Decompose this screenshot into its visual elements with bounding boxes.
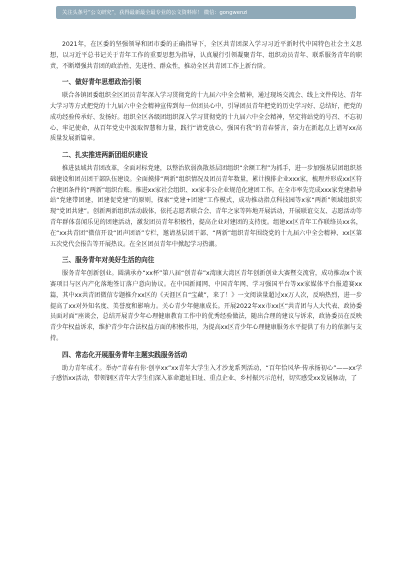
section-heading: 一、做好青年思想政治引领 [62,78,142,87]
section-paragraph: 服务青年创新创业。圆满承办“xx杯”第八届“创青春”x湾康大湾区青年创新创业大赛暨交流营，成功推动x个该赛项目与区内产化落地签订落户意向协议。在中国新闻网、中国青年网、学习强国平台等xx家媒体平台报道赛xx篇，其中xx共青团微信专题推介xx区的《天涯区自“宝藏”，来了！》一文阅读量超过xx万人次，反响热烈，进一步提高了xx对外知名度、美誉度和影响力。关心青少年健康成长。开展2022年xx市xx区“共青团与人大代表、政协委员面对面”座谈会，总结开展青少年心理健康教育工作中的优秀经验做法，随出合理的建议与诉求，政协委员在反映青少年权益诉求，维护青少年合法权益方面的积极作用，为提高xx区青少年心理健康服务水平提供了有力的依据与支持。 [50,270,362,342]
section-4 [50,350,362,385]
section-2 [50,150,362,250]
section-1 [50,77,362,145]
section-heading: 三、服务青年对美好生活的向往 [62,256,155,265]
header-banner [56,6,356,19]
section-heading: 二、扎实推进两新团组织建设 [62,151,148,160]
section-paragraph: 助力青年成才。举办“青春有你·创享xx”xx青年大学生入才沙龙系列活动，“百年恰风华·传承扬初心”——xx学子感悟xx活动，带领钢区青年大学生们深入革命遗址旧址、重点企业、乡村振兴示范村，切实感受xx发展脉动，了 [50,364,362,383]
section-heading: 四、常态化开展服务青年主题实践服务活动 [62,350,188,359]
intro-paragraph: 2021年，在区委的坚强领导和团市委的正确指导下，全区共青团深入学习习近平新时代中国特色社会主义思想，以习近平总书记关于青年工作的重要思想为指导，认真履行引领凝聚青年、组织动员青年、联系服务青年的职责，不断增强共青团的政治性、先进性、群众性，推动全区共青团工作上新台阶。 [50,41,362,70]
document-body [50,40,362,385]
section-3 [50,255,362,344]
banner-text: 关注头条号“公文研究”，获得最新最全最专业的公文资料库！ 微信：gongwenzi [62,10,248,16]
section-paragraph: 联合各镇团委组织全区团员青年深入学习贯彻党的十九届六中全会精神，通过现场交流会、线上文件传达、青年大学习等方式把党的十九届六中全会精神宣传到每一位团员心中，引导团员青年把党的历史学习好、总结好，把党的成功经验传承好、发扬好。组织全区各级团组织深入学习贯彻党的十九届六中全会精神，坚定将站党的号召、不忘初心、牢记使命，从百年党史中汲取智慧和力量，践行“请党放心，强国有我”的青春誓言，奋力在新起点上谱写xx高质量发展新篇章。 [50,92,362,143]
section-paragraph: 推进县域共青团改革，全面对标党建，以整治软弱涣散基层团组织“余额工程”为抓手，进一步加强基层团组织基础建设和团员团干部队伍建设。全面摸排“两新”组织情况及团员青年数量，累计摸排企业xxx家，梳理并形成xx区符合建团条件的“两新”组织台账。推进xx家社会组织、xx家非公企业规范化建团工作。在全市率先完成xxx家党建指导站“党建带团建，团建促党建”的原则，探索“党建+团建”工作模式，成功推动指点科技园等x家“两新”领域组织实现“党团共建”。创新两新组织活动载体，依托志愿者联合会、青年之家等阵地开展活动，开展联谊交友、志愿活动等青年群体喜闻乐见的团建活动，激发团员青年积极性，提高企业对建团的支持度。组建xx区青年工作联络员xx名，在“xx共青团”微信开设“团声团语”专栏，邀请基层团干部、“两新”组织青年围绕党的十九届六中全会精神、xx区第五次党代会报告等开展热议。在全区团员青年中掀起学习热潮。 [50,164,362,248]
